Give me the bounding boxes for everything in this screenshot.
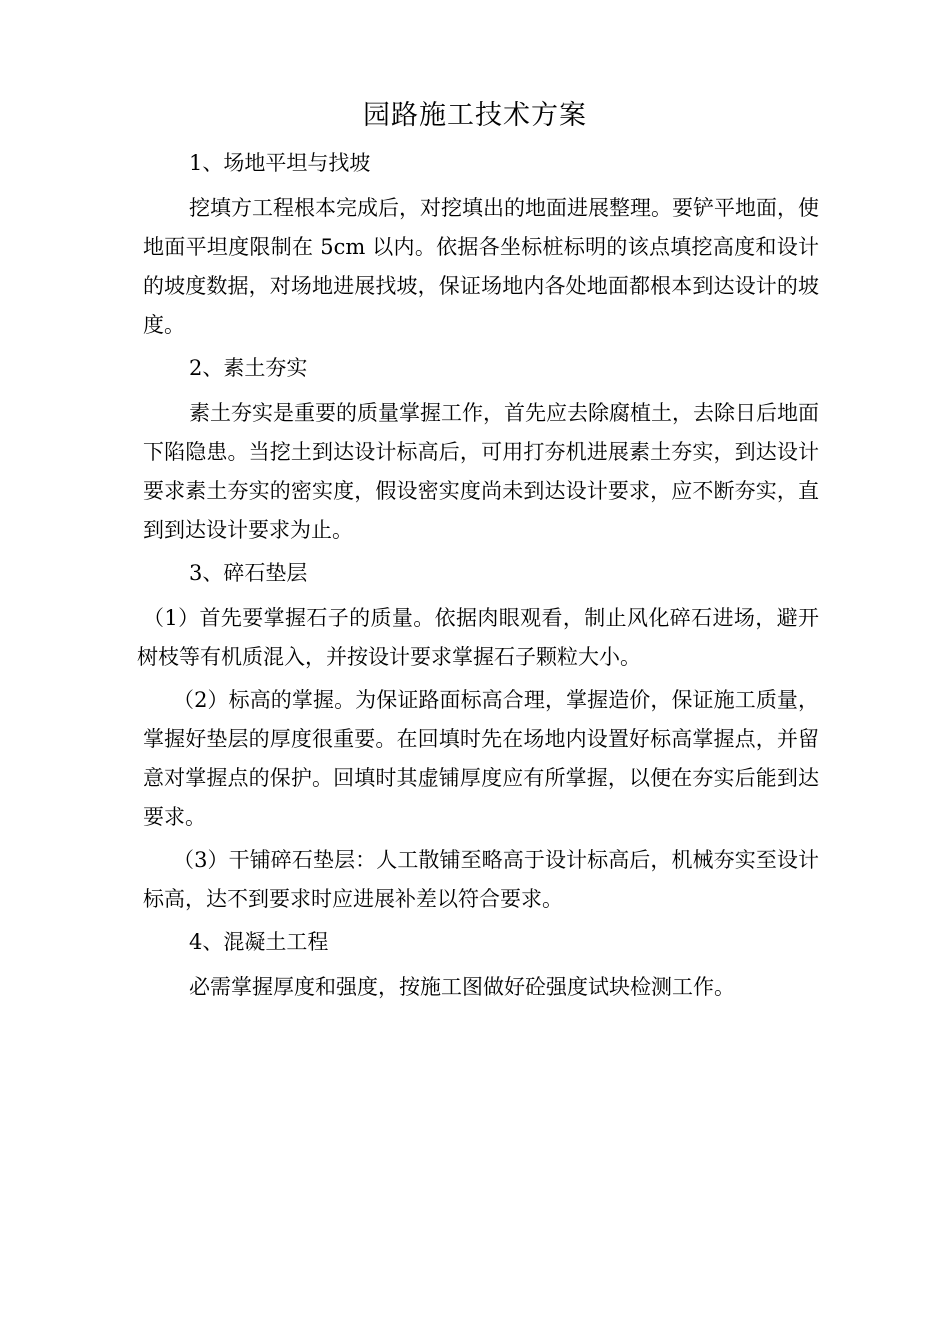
- section-paragraph-1-1: 挖填方工程根本完成后，对挖填出的地面进展整理。要铲平地面，使地面平坦度限制在 5cm 以内。依据各坐标桩标明的该点填挖高度和设计的坡度数据，对场地进展找坡，保证场地内各处地面都根本到达设计的坡度。: [143, 196, 819, 337]
- section-heading-1: 1、场地平坦与找坡: [189, 151, 371, 175]
- section-paragraph-3-3: （3）干铺碎石垫层：人工散铺至略高于设计标高后，机械夯实至设计标高，达不到要求时应进展补差以符合要求。: [143, 848, 819, 911]
- section-heading-3: 3、碎石垫层: [189, 561, 308, 585]
- section-heading-2: 2、素土夯实: [189, 356, 308, 380]
- section-paragraph-3-2: （2）标高的掌握。为保证路面标高合理，掌握造价，保证施工质量，掌握好垫层的厚度很重要。在回填时先在场地内设置好标高掌握点，并留意对掌握点的保护。回填时其虚铺厚度应有所掌握，以便在夯实后能到达要求。: [143, 688, 819, 829]
- section-paragraph-4-1: 必需掌握厚度和强度，按施工图做好砼强度试块检测工作。: [189, 975, 735, 999]
- section-paragraph-2-1: 素土夯实是重要的质量掌握工作，首先应去除腐植土，去除日后地面下陷隐患。当挖土到达设计标高后，可用打夯机进展素土夯实，到达设计要求素土夯实的密实度，假设密实度尚未到达设计要求，应不断夯实，直到到达设计要求为止。: [143, 401, 819, 542]
- document-body: [137, 144, 819, 1011]
- section-paragraph-3-1: （1）首先要掌握石子的质量。依据肉眼观看，制止风化碎石进场，避开树枝等有机质混入，并按设计要求掌握石子颗粒大小。: [137, 606, 819, 669]
- page-title: 园路施工技术方案: [363, 100, 587, 131]
- section-heading-4: 4、混凝土工程: [189, 930, 329, 954]
